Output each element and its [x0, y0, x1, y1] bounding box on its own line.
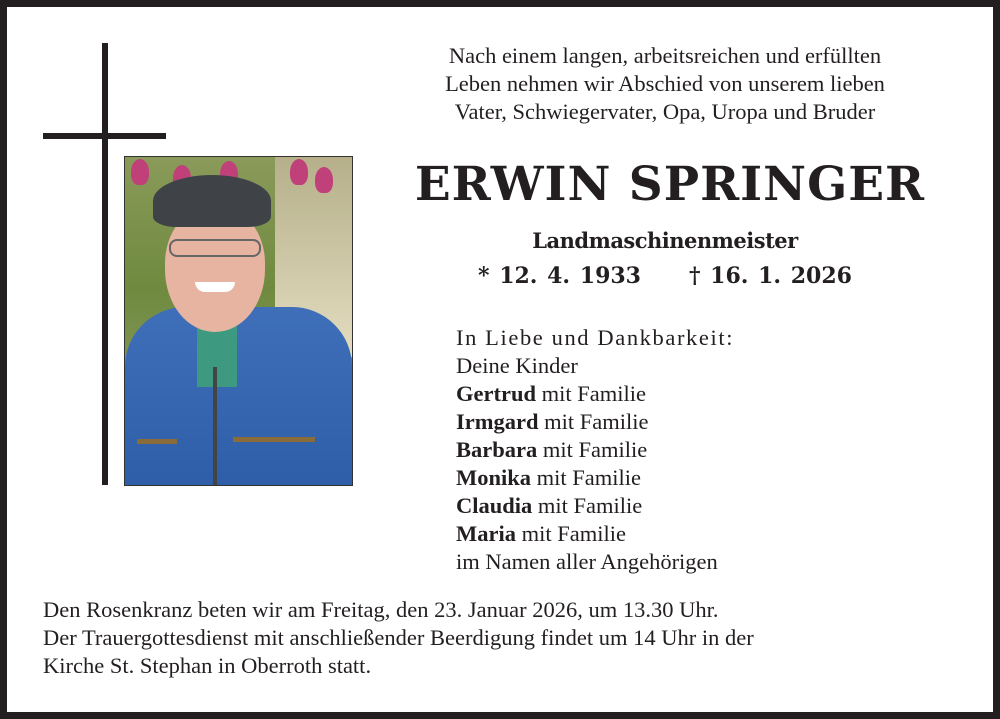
member-suffix: mit Familie — [535, 381, 646, 406]
family-heading: In Liebe und Dankbarkeit: — [456, 325, 735, 350]
deceased-name: ERWIN SPRINGER — [414, 157, 926, 212]
cross-icon-bar — [43, 133, 166, 139]
family-member — [456, 380, 734, 408]
family-member — [456, 408, 734, 436]
family-closing: im Namen aller Angehörigen — [456, 549, 718, 574]
member-name: Gertrud — [456, 381, 536, 406]
family-subheading: Deine Kinder — [456, 353, 578, 378]
intro-text — [370, 42, 960, 126]
intro-line: Leben nehmen wir Abschied von unserem lieben — [445, 71, 885, 96]
family-member — [456, 492, 734, 520]
occupation: Landmaschinenmeister — [532, 228, 798, 253]
service-details — [43, 596, 973, 680]
member-suffix: mit Familie — [537, 437, 648, 462]
life-dates — [380, 263, 950, 289]
member-name: Maria — [456, 521, 516, 546]
family-member — [456, 464, 734, 492]
member-name: Claudia — [456, 493, 533, 518]
member-name: Irmgard — [456, 409, 539, 434]
intro-line: Nach einem langen, arbeitsreichen und erfüllten — [448, 43, 882, 68]
family-member — [456, 520, 734, 548]
intro-line: Vater, Schwiegervater, Opa, Uropa und Bruder — [454, 99, 876, 124]
footer-line: Der Trauergottesdienst mit anschließender Beerdigung findet um 14 Uhr in der — [43, 625, 754, 650]
death-date: † 16. 1. 2026 — [689, 263, 852, 289]
member-suffix: mit Familie — [538, 409, 649, 434]
birth-date: * 12. 4. 1933 — [478, 263, 641, 289]
portrait-photo — [124, 156, 353, 486]
footer-line: Den Rosenkranz beten wir am Freitag, den 23. Januar 2026, um 13.30 Uhr. — [43, 597, 719, 622]
member-name: Barbara — [456, 437, 538, 462]
family-list — [456, 324, 734, 576]
cross-icon — [102, 43, 108, 485]
member-name: Monika — [456, 465, 532, 490]
footer-line: Kirche St. Stephan in Oberroth statt. — [43, 653, 372, 678]
member-suffix: mit Familie — [515, 521, 626, 546]
member-suffix: mit Familie — [532, 493, 643, 518]
member-suffix: mit Familie — [531, 465, 642, 490]
family-member — [456, 436, 734, 464]
